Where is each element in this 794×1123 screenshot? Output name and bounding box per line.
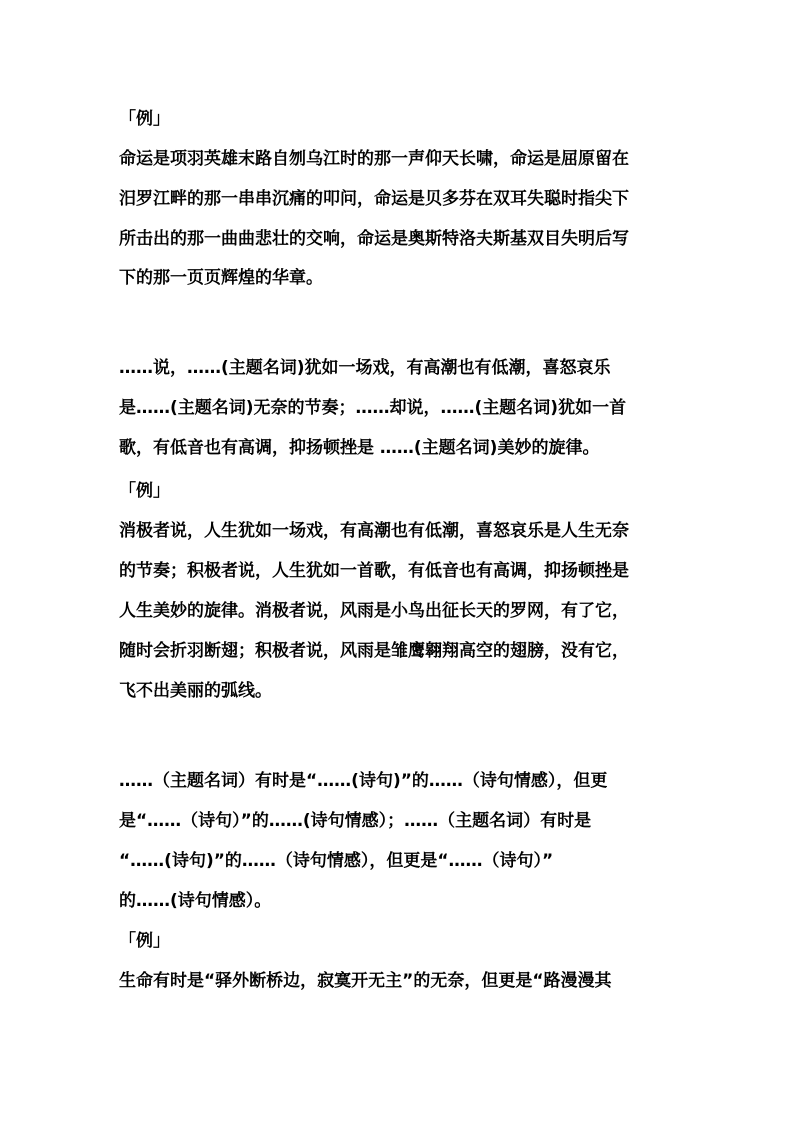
example-text-line: 生命有时是“驿外断桥边，寂寞开无主”的无奈，但更是“路漫漫其 <box>119 971 612 991</box>
template-text-line: 的……(诗句情感）。 <box>119 891 272 911</box>
example-text-line: 命运是项羽英雄末路自刎乌江时的那一声仰天长啸，命运是屈原留在 <box>119 149 629 169</box>
template-text-line: ……说，……(主题名词)犹如一场戏，有高潮也有低潮，喜怒哀乐 <box>119 358 611 378</box>
template-text-line: 歌，有低音也有高调，抑扬顿挫是 ……(主题名词)美妙的旋律。 <box>119 438 600 458</box>
example-text-line: 飞不出美丽的弧线。 <box>119 681 272 701</box>
template-text-line: 是……(主题名词)无奈的节奏；……却说，……(主题名词)犹如一首 <box>119 398 627 418</box>
example-label-1: 「例」 <box>119 109 170 129</box>
template-text-line: “……(诗句)”的……（诗句情感），但更是“……（诗句）” <box>119 851 554 871</box>
template-text-line: 是“……（诗句）”的……(诗句情感）；……（主题名词）有时是 <box>119 811 592 831</box>
example-text-line: 消极者说，人生犹如一场戏，有高潮也有低潮，喜怒哀乐是人生无奈 <box>119 521 629 541</box>
example-text-line: 人生美妙的旋律。消极者说，风雨是小鸟出征长天的罗网，有了它， <box>119 601 629 621</box>
example-label-3: 「例」 <box>119 931 170 951</box>
example-text-line: 汨罗江畔的那一串串沉痛的叩问，命运是贝多芬在双耳失聪时指尖下 <box>119 189 629 209</box>
example-text-line: 随时会折羽断翅；积极者说，风雨是雏鹰翱翔高空的翅膀，没有它， <box>119 641 629 661</box>
example-text-line: 下的那一页页辉煌的华章。 <box>119 268 323 288</box>
template-text-line: ……（主题名词）有时是“……(诗句)”的……（诗句情感），但更 <box>119 771 608 791</box>
example-text-line: 所击出的那一曲曲悲壮的交响，命运是奥斯特洛夫斯基双目失明后写 <box>119 229 629 249</box>
example-label-2: 「例」 <box>119 481 170 501</box>
example-text-line: 的节奏；积极者说，人生犹如一首歌，有低音也有高调，抑扬顿挫是 <box>119 561 629 581</box>
